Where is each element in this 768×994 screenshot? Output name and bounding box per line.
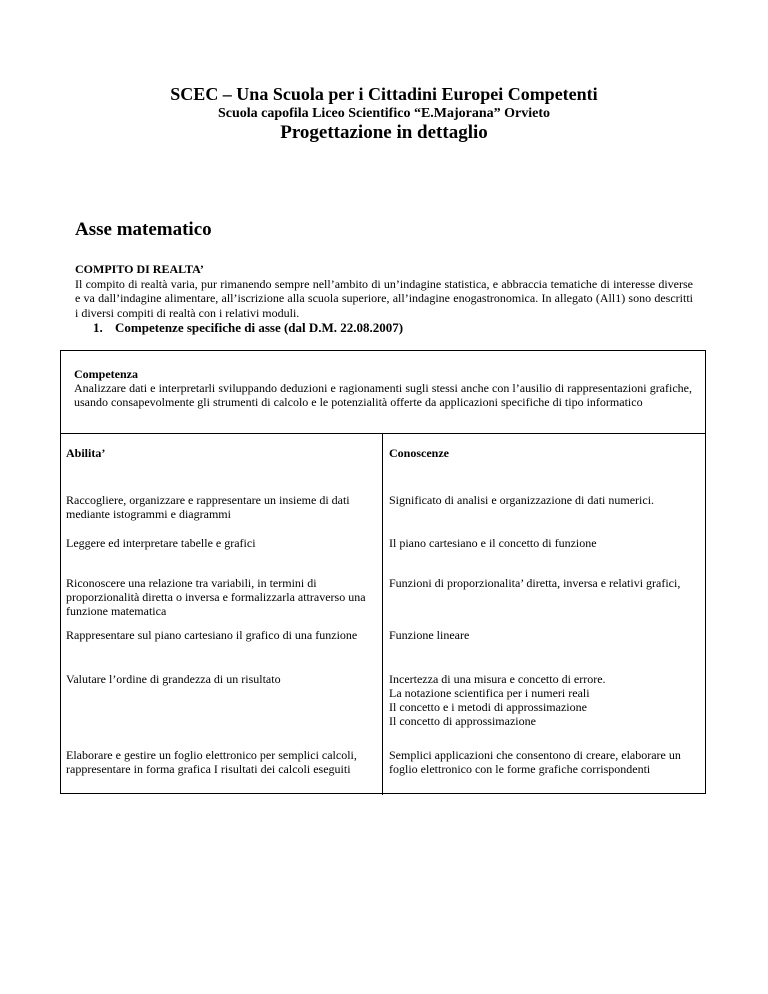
competence-label: Competenza [74, 367, 138, 381]
row-abilita: Raccogliere, organizzare e rappresentare un insieme di dati mediante istogrammi e diagrammi [61, 482, 383, 525]
row-conoscenze [383, 565, 705, 617]
row-conoscenze [383, 482, 705, 525]
table-row [61, 617, 705, 661]
row-conoscenze [383, 525, 705, 565]
row-conoscenze [383, 737, 705, 795]
competence-table [60, 350, 706, 794]
row-conoscenze [383, 661, 705, 737]
conoscenze-line: Funzioni di proporzionalita’ diretta, inversa e relativi grafici, [389, 576, 681, 590]
row-abilita: Rappresentare sul piano cartesiano il grafico di una funzione [61, 617, 383, 661]
row-abilita: Elaborare e gestire un foglio elettronico per semplici calcoli, rappresentare in forma grafica I risultati dei calcoli eseguiti [61, 737, 383, 795]
conoscenze-line: Il concetto di approssimazione [389, 714, 536, 728]
list-number: 1. [93, 320, 103, 335]
task-block [75, 262, 693, 320]
section-title: Asse matematico [75, 219, 212, 240]
competence-cell [61, 351, 705, 434]
conoscenze-line: Il concetto e i metodi di approssimazione [389, 700, 587, 714]
list-item-text: Competenze specifiche di asse (dal D.M. 22.08.2007) [115, 320, 404, 335]
column-header-conoscenze: Conoscenze [389, 446, 449, 460]
column-header-abilita: Abilita’ [61, 434, 383, 482]
title-block [0, 84, 768, 144]
row-abilita: Leggere ed interpretare tabelle e grafici [61, 525, 383, 565]
table-header-row [61, 434, 705, 482]
document-heading: Progettazione in dettaglio [280, 122, 488, 143]
conoscenze-line: Semplici applicazioni che consentono di creare, elaborare un foglio elettronico con le forme grafiche corrispondenti [389, 748, 681, 776]
task-label: COMPITO DI REALTA’ [75, 262, 204, 276]
task-text: Il compito di realtà varia, pur rimanendo sempre nell’ambito di un’indagine statistica, e abbraccia tematiche di interesse diverse e va dall’indagine alimentare, all’iscrizione alla scuola superiore, all’indagine enogastronomica. In allegato (All1) sono descritti i diversi compiti di realtà con i relativi moduli. [75, 276, 693, 320]
conoscenze-line: Significato di analisi e organizzazione di dati numerici. [389, 493, 655, 507]
row-abilita: Riconoscere una relazione tra variabili, in termini di proporzionalità diretta o inversa e formalizzarla attraverso una funzione matematica [61, 565, 383, 617]
document-subtitle: Scuola capofila Liceo Scientifico “E.Majorana” Orvieto [217, 106, 551, 121]
conoscenze-line: Il piano cartesiano e il concetto di funzione [389, 536, 597, 550]
document-title: SCEC – Una Scuola per i Cittadini Europei Competenti [170, 84, 598, 104]
numbered-heading [93, 320, 403, 336]
conoscenze-line: La notazione scientifica per i numeri reali [389, 686, 590, 700]
row-conoscenze [383, 617, 705, 661]
table-row [61, 482, 705, 525]
conoscenze-line: Funzione lineare [389, 628, 470, 642]
conoscenze-line: Incertezza di una misura e concetto di errore. [389, 672, 606, 686]
competence-text: Analizzare dati e interpretarli sviluppando deduzioni e ragionamenti sugli stessi anche con l’ausilio di rappresentazioni grafiche, usando consapevolmente gli strumenti di calcolo e le potenzialità offerte da applicazioni specifiche di tipo informatico [74, 381, 692, 409]
table-row [61, 525, 705, 565]
row-abilita: Valutare l’ordine di grandezza di un risultato [61, 661, 383, 737]
table-row [61, 565, 705, 617]
table-row [61, 661, 705, 737]
table-row [61, 737, 705, 795]
